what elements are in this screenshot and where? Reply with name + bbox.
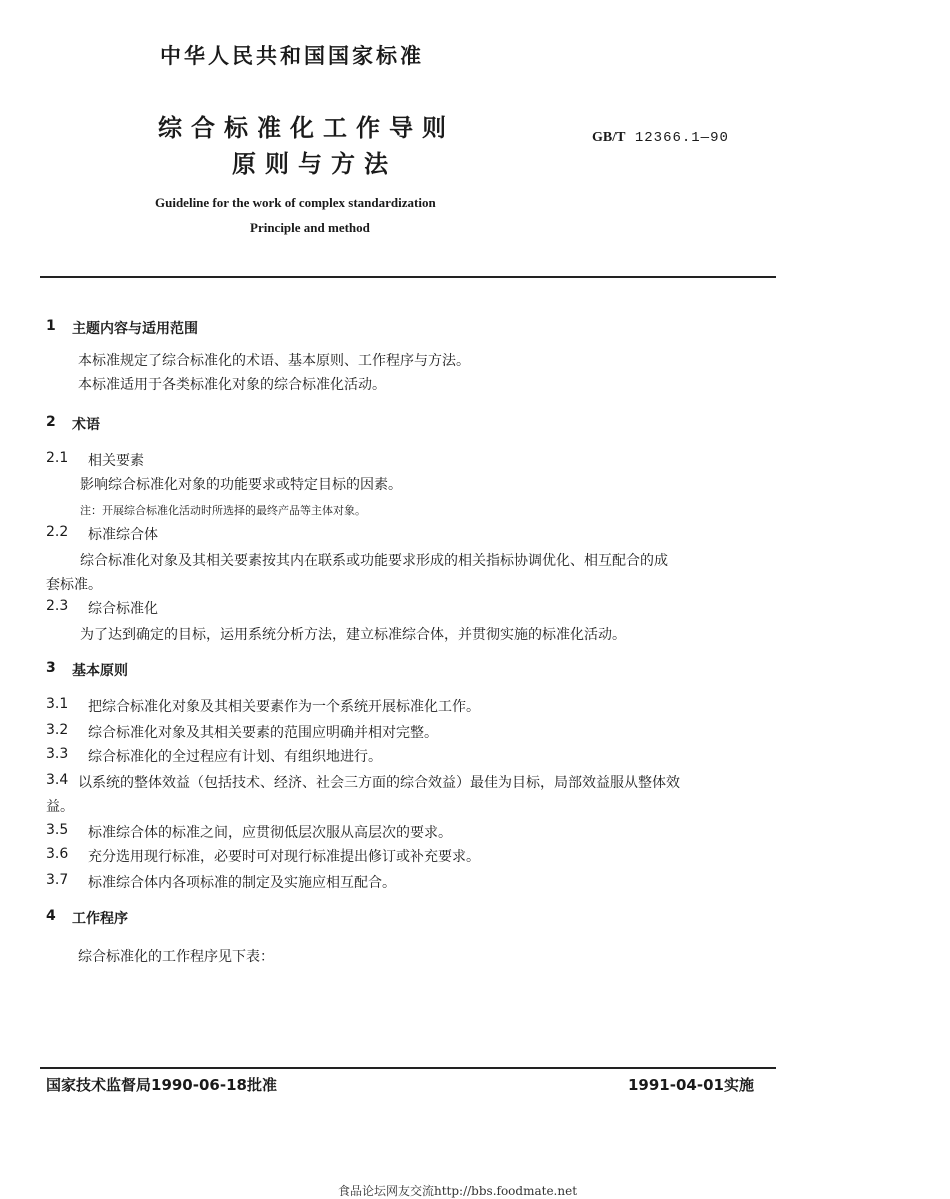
principle-text: 综合标准化的全过程应有计划、有组织地进行。 bbox=[88, 749, 382, 765]
clause-number: 3.2 bbox=[46, 722, 69, 738]
document-title-line1: 综合标准化工作导则 bbox=[158, 114, 455, 142]
clause-number: 3.6 bbox=[46, 846, 69, 862]
section-4-paragraph: 综合标准化的工作程序见下表： bbox=[78, 949, 274, 965]
document-title-line2: 原则与方法 bbox=[232, 150, 397, 178]
term-definition-continued: 套标准。 bbox=[46, 577, 102, 593]
principle-text-continued: 益。 bbox=[46, 799, 74, 815]
standard-code bbox=[592, 130, 729, 146]
footer-divider bbox=[40, 1067, 776, 1069]
term-definition: 为了达到确定的目标，运用系统分析方法，建立标准综合体，并贯彻实施的标准化活动。 bbox=[80, 627, 626, 643]
principle-text: 标准综合体内各项标准的制定及实施应相互配合。 bbox=[88, 875, 396, 891]
watermark-text: 食品论坛网友交流http://bbs.foodmate.net bbox=[338, 1184, 578, 1198]
term-name: 相关要素 bbox=[88, 453, 144, 469]
principle-text: 充分选用现行标准，必要时可对现行标准提出修订或补充要求。 bbox=[88, 849, 480, 865]
principle-text: 综合标准化对象及其相关要素的范围应明确并相对完整。 bbox=[88, 725, 438, 741]
section-4-title: 工作程序 bbox=[72, 911, 128, 927]
clause-number: 3.5 bbox=[46, 822, 69, 838]
clause-number: 3.4 bbox=[46, 772, 69, 788]
header-divider bbox=[40, 276, 776, 278]
principle-text: 以系统的整体效益（包括技术、经济、社会三方面的综合效益）最佳为目标，局部效益服从整体效 bbox=[78, 775, 680, 791]
issuing-authority: 中华人民共和国国家标准 bbox=[160, 44, 424, 68]
section-1-number: 1 bbox=[46, 318, 56, 334]
section-2-title: 术语 bbox=[72, 417, 100, 433]
effective-date: 1991-04-01实施 bbox=[628, 1076, 754, 1094]
principle-text: 标准综合体的标准之间，应贯彻低层次服从高层次的要求。 bbox=[88, 825, 452, 841]
term-note: 注：开展综合标准化活动时所选择的最终产品等主体对象。 bbox=[80, 504, 366, 517]
clause-number: 3.3 bbox=[46, 746, 69, 762]
clause-number: 2.3 bbox=[46, 598, 69, 614]
clause-number: 2.1 bbox=[46, 450, 69, 466]
english-title-line2: Principle and method bbox=[250, 220, 370, 235]
english-title-line1: Guideline for the work of complex standardization bbox=[155, 195, 436, 210]
clause-number: 3.7 bbox=[46, 872, 69, 888]
clause-number: 3.1 bbox=[46, 696, 69, 712]
section-2-number: 2 bbox=[46, 414, 56, 430]
standard-code-number: 12366.1—90 bbox=[634, 130, 729, 146]
principle-text: 把综合标准化对象及其相关要素作为一个系统开展标准化工作。 bbox=[88, 699, 480, 715]
standard-code-prefix: GB/T bbox=[592, 130, 626, 145]
section-4-number: 4 bbox=[46, 908, 56, 924]
section-3-number: 3 bbox=[46, 660, 56, 676]
term-definition: 影响综合标准化对象的功能要求或特定目标的因素。 bbox=[80, 477, 402, 493]
section-3-title: 基本原则 bbox=[72, 663, 128, 679]
section-1-title: 主题内容与适用范围 bbox=[72, 321, 198, 337]
approval-date: 国家技术监督局1990-06-18批准 bbox=[46, 1076, 277, 1094]
section-1-paragraph: 本标准规定了综合标准化的术语、基本原则、工作程序与方法。 bbox=[78, 353, 470, 369]
clause-number: 2.2 bbox=[46, 524, 69, 540]
term-name: 综合标准化 bbox=[88, 601, 158, 617]
term-definition: 综合标准化对象及其相关要素按其内在联系或功能要求形成的相关指标协调优化、相互配合的成 bbox=[80, 553, 668, 569]
section-1-paragraph: 本标准适用于各类标准化对象的综合标准化活动。 bbox=[78, 377, 386, 393]
term-name: 标准综合体 bbox=[88, 527, 158, 543]
